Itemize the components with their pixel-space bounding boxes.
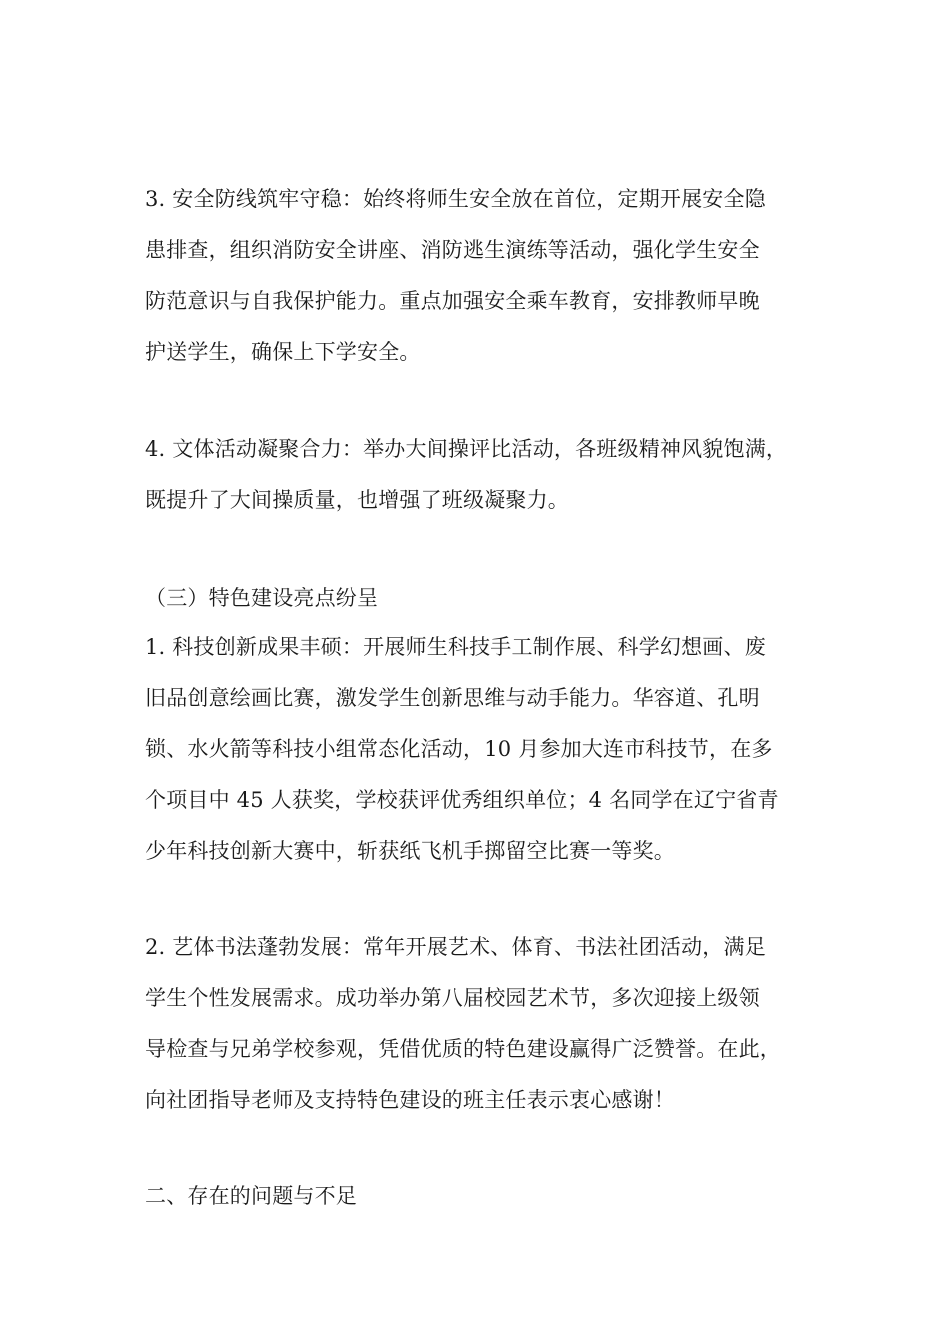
paragraph-4-line-1: 4. 文体活动凝聚合力：举办大间操评比活动，各班级精神风貌饱满， (145, 437, 788, 461)
paragraph-4-line-2: 既提升了大间操质量，也增强了班级凝聚力。 (145, 488, 569, 512)
paragraph-3-line-2: 患排查，组织消防安全讲座、消防逃生演练等活动，强化学生安全 (145, 238, 760, 262)
item-2-line-1: 2. 艺体书法蓬勃发展：常年开展艺术、体育、书法社团活动，满足 (145, 935, 766, 959)
paragraph-3-line-4: 护送学生，确保上下学安全。 (145, 340, 421, 364)
paragraph-3-line-3: 防范意识与自我保护能力。重点加强安全乘车教育，安排教师早晚 (145, 289, 760, 313)
item-2-line-2: 学生个性发展需求。成功举办第八届校园艺术节，多次迎接上级领 (145, 986, 760, 1010)
section-heading-2: 二、存在的问题与不足 (145, 1184, 357, 1208)
paragraph-3-line-1: 3. 安全防线筑牢守稳：始终将师生安全放在首位，定期开展安全隐 (145, 187, 766, 211)
item-1-line-1: 1. 科技创新成果丰硕：开展师生科技手工制作展、科学幻想画、废 (145, 635, 766, 659)
item-1-line-2: 旧品创意绘画比赛，激发学生创新思维与动手能力。华容道、孔明 (145, 686, 760, 710)
item-1-line-5: 少年科技创新大赛中，斩获纸飞机手掷留空比赛一等奖。 (145, 839, 675, 863)
item-2-line-3: 导检查与兄弟学校参观，凭借优质的特色建设赢得广泛赞誉。在此， (145, 1037, 781, 1061)
item-2-line-4: 向社团指导老师及支持特色建设的班主任表示衷心感谢！ (145, 1088, 675, 1112)
section-heading-3: （三）特色建设亮点纷呈 (145, 586, 379, 610)
item-1-line-4: 个项目中 45 人获奖，学校获评优秀组织单位；4 名同学在辽宁省青 (145, 788, 779, 812)
item-1-line-3: 锁、水火箭等科技小组常态化活动，10 月参加大连市科技节，在多 (145, 737, 773, 761)
